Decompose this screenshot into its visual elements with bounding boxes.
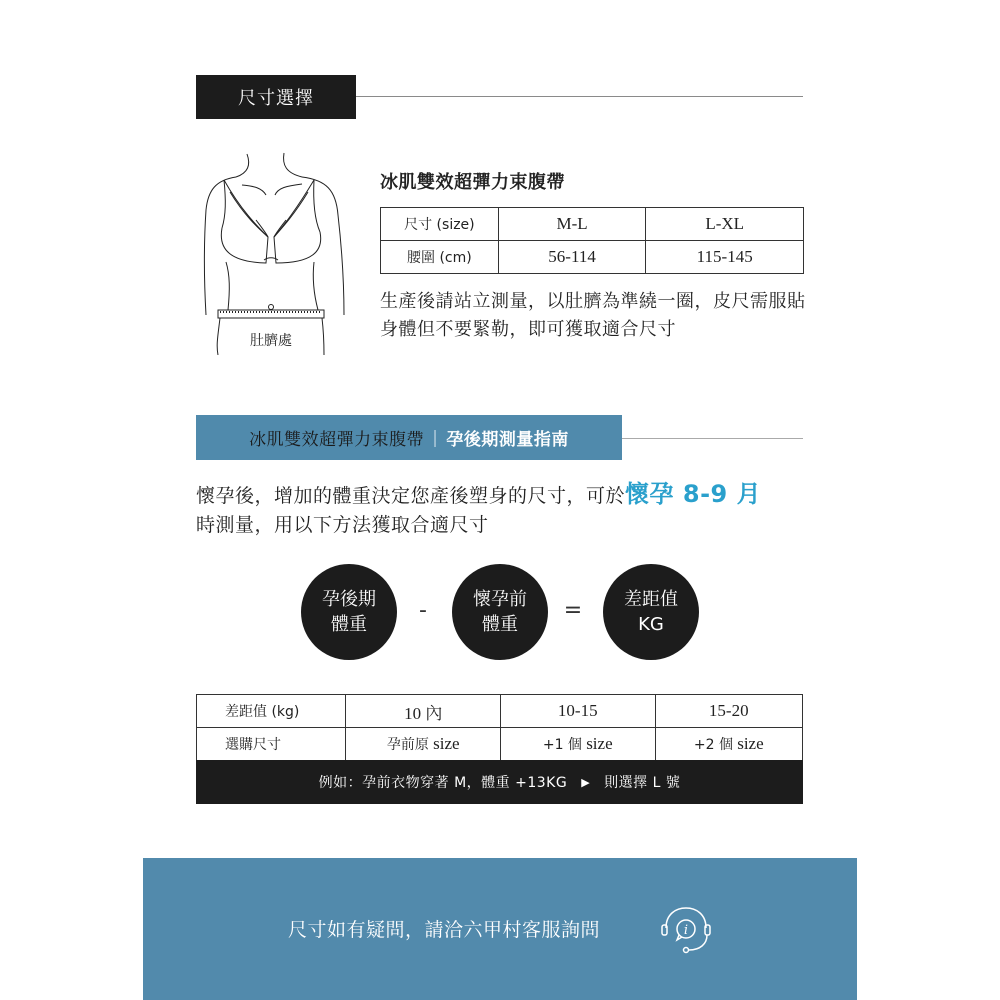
arrow-right-icon: ▶ [581, 775, 591, 789]
table-cell [346, 728, 501, 761]
intro-prefix: 懷孕後，增加的體重決定您產後塑身的尺寸，可於 [196, 485, 626, 507]
circle-line: 體重 [331, 614, 367, 635]
waist-size-table [380, 207, 804, 274]
table-row [381, 241, 804, 274]
guide-header-title: 孕後期測量指南 [446, 430, 569, 450]
navel-label: 肚臍處 [250, 333, 292, 349]
size-selection-title: 尺寸選擇 [238, 88, 314, 109]
circle-line: KG [638, 614, 664, 635]
intro-highlight: 懷孕 8-9 月 [625, 480, 762, 508]
intro-suffix: 時測量，用以下方法獲取合適尺寸 [196, 514, 489, 536]
table-row-label: 尺寸 (size) [381, 208, 499, 241]
circle-line: 孕後期 [322, 589, 376, 610]
header-divider [356, 96, 803, 97]
weight-difference-table [196, 694, 803, 761]
example-result: 則選擇 L 號 [604, 775, 681, 791]
table-row [197, 695, 803, 728]
measurement-instructions: 生產後請站立測量，以肚臍為準繞一圈，皮尺需服貼身體但不要緊勒，即可獲取適合尺寸 [380, 291, 806, 340]
cell-latin: size [732, 734, 764, 753]
cell-latin: size [581, 734, 613, 753]
late-pregnancy-weight-circle [301, 564, 397, 660]
table-row [197, 728, 803, 761]
guide-header-product: 冰肌雙效超彈力束腹帶 [249, 430, 425, 450]
table-cell: 115-145 [646, 241, 804, 274]
cell-cjk: +1 個 [542, 737, 582, 753]
size-selection-header [196, 75, 356, 119]
cell-latin: size [428, 734, 460, 753]
table-row-label: 差距值 (kg) [197, 695, 346, 728]
table-cell: 56-114 [498, 241, 646, 274]
header-divider [622, 438, 803, 439]
minus-operator: - [419, 598, 427, 623]
circle-line: 差距值 [624, 589, 678, 610]
pregnancy-intro [196, 480, 816, 540]
measurement-guide-header [196, 415, 622, 460]
headset-info-icon[interactable] [656, 906, 716, 956]
table-cell: L-XL [646, 208, 804, 241]
customer-service-text: 尺寸如有疑問，請洽六甲村客服詢問 [288, 919, 601, 941]
cell-cjk: +2 個 [693, 737, 733, 753]
table-cell: 10 內 [346, 695, 501, 728]
equals-operator: = [563, 598, 583, 623]
table-cell: 15-20 [655, 695, 803, 728]
table-row [381, 208, 804, 241]
pre-pregnancy-weight-circle [452, 564, 548, 660]
guide-header-separator: | [432, 427, 439, 448]
example-text: 例如：孕前衣物穿著 M，體重 +13KG [318, 775, 568, 791]
example-bar [196, 760, 803, 804]
weight-difference-circle [603, 564, 699, 660]
circle-line: 懷孕前 [473, 589, 527, 610]
table-row-label: 選購尺寸 [197, 728, 346, 761]
cell-cjk: 孕前原 [386, 737, 429, 753]
svg-text:i: i [683, 923, 689, 938]
product-title: 冰肌雙效超彈力束腹帶 [380, 172, 565, 193]
table-cell: M-L [498, 208, 646, 241]
table-cell: 10-15 [500, 695, 655, 728]
table-row-label: 腰圍 (cm) [381, 241, 499, 274]
table-cell [500, 728, 655, 761]
table-cell [655, 728, 803, 761]
torso-illustration [196, 140, 356, 355]
circle-line: 體重 [482, 614, 518, 635]
